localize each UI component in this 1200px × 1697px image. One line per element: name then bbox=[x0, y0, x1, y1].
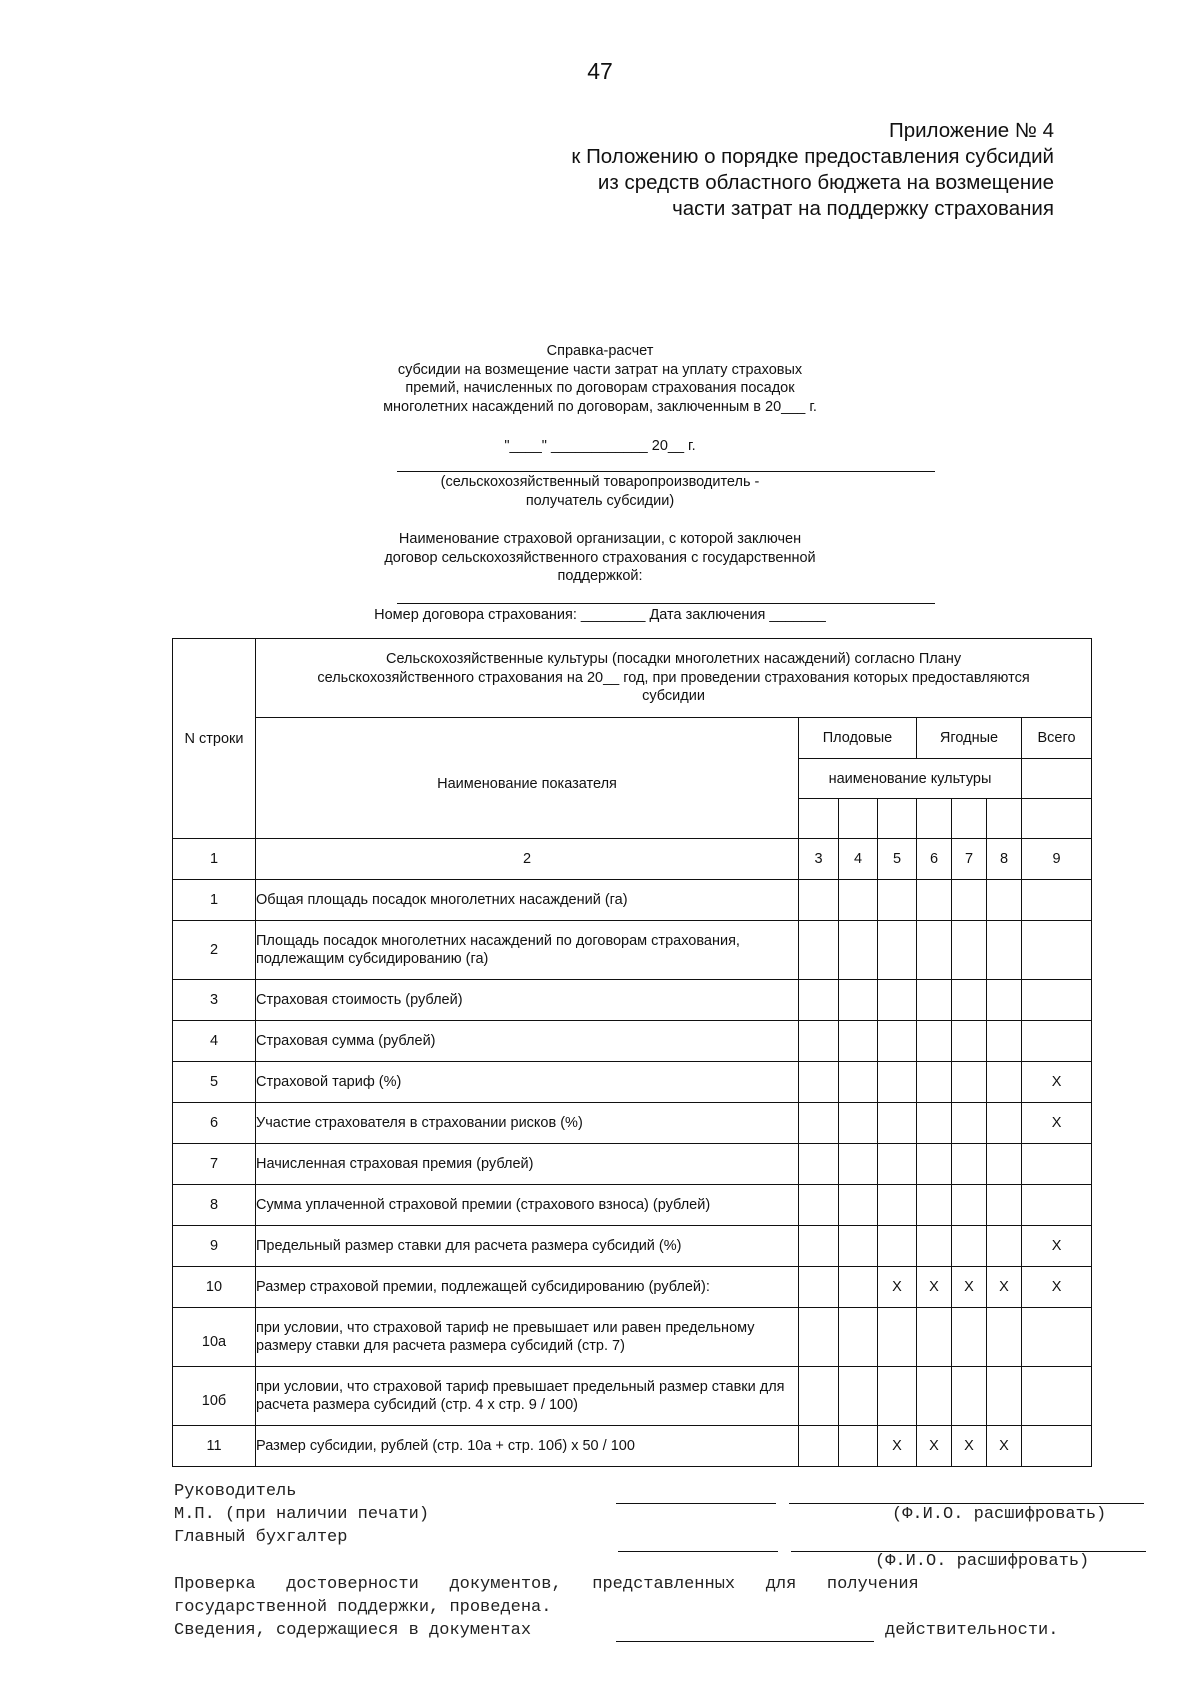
value-cell bbox=[839, 1021, 878, 1062]
value-cell bbox=[799, 1062, 839, 1103]
indicator-name: Общая площадь посадок многолетних насаждений (га) bbox=[256, 880, 799, 921]
indicator-name: Страховой тариф (%) bbox=[256, 1062, 799, 1103]
value-cell bbox=[952, 1062, 987, 1103]
table-row bbox=[173, 1021, 1092, 1062]
value-cell bbox=[987, 980, 1022, 1021]
date-line: "____" ____________ 20__ г. bbox=[504, 438, 696, 454]
column-number: 5 bbox=[878, 839, 917, 880]
appendix-title: Приложение № 4 bbox=[888, 119, 1054, 142]
value-cell bbox=[952, 980, 987, 1021]
value-cell: X bbox=[952, 1267, 987, 1308]
value-cell bbox=[987, 1062, 1022, 1103]
appendix-line-3: из средств областного бюджета на возмещение bbox=[597, 171, 1054, 194]
header-crops-line-1: Сельскохозяйственные культуры (посадки многолетних насаждений) согласно Плану bbox=[385, 651, 962, 668]
verification-line-1: Проверка достоверности документов, представленных для получения bbox=[174, 1575, 919, 1594]
value-cell bbox=[917, 1144, 952, 1185]
insurer-line-3: поддержкой: bbox=[557, 568, 643, 584]
column-number: 3 bbox=[799, 839, 839, 880]
indicator-name: Размер субсидии, рублей (стр. 10а + стр. 10б) х 50 / 100 bbox=[256, 1426, 799, 1467]
value-cell bbox=[799, 921, 839, 980]
indicator-name: Страховая стоимость (рублей) bbox=[256, 980, 799, 1021]
value-cell bbox=[952, 1144, 987, 1185]
value-cell bbox=[839, 1308, 878, 1367]
value-cell bbox=[839, 1144, 878, 1185]
insurer-line-2: договор сельскохозяйственного страхования с государственной bbox=[384, 549, 816, 566]
indicator-name: при условии, что страховой тариф не превышает или равен предельному размеру ставки для расчета размера субсидий (стр. 7) bbox=[256, 1308, 799, 1367]
row-number: 10а bbox=[173, 1308, 256, 1367]
value-cell bbox=[878, 1103, 917, 1144]
value-cell bbox=[839, 1267, 878, 1308]
value-cell bbox=[917, 921, 952, 980]
value-cell bbox=[952, 1226, 987, 1267]
indicator-name: при условии, что страховой тариф превышает предельный размер ставки для расчета размера субсидий (стр. 4 х стр. 9 / 100) bbox=[256, 1367, 799, 1426]
value-cell bbox=[917, 1367, 952, 1426]
head-label: Руководитель bbox=[174, 1482, 297, 1501]
producer-rule bbox=[397, 471, 935, 472]
column-number: 1 bbox=[173, 839, 256, 880]
value-cell bbox=[839, 1226, 878, 1267]
crop-cell bbox=[1022, 799, 1092, 839]
table-row bbox=[173, 880, 1092, 921]
value-cell bbox=[987, 1367, 1022, 1426]
value-cell: X bbox=[1022, 1226, 1092, 1267]
indicator-name: Предельный размер ставки для расчета размера субсидий (%) bbox=[256, 1226, 799, 1267]
page-number: 47 bbox=[587, 58, 613, 84]
value-cell bbox=[987, 1144, 1022, 1185]
value-cell: X bbox=[1022, 1062, 1092, 1103]
value-cell bbox=[839, 921, 878, 980]
value-cell bbox=[839, 1426, 878, 1467]
crop-cell bbox=[987, 799, 1022, 839]
indicator-name: Площадь посадок многолетних насаждений по договорам страхования, подлежащим субсидированию (га) bbox=[256, 921, 799, 980]
value-cell bbox=[878, 980, 917, 1021]
value-cell bbox=[799, 1367, 839, 1426]
value-cell bbox=[839, 1062, 878, 1103]
indicator-name: Страховая сумма (рублей) bbox=[256, 1021, 799, 1062]
value-cell bbox=[878, 1226, 917, 1267]
table-row bbox=[173, 1144, 1092, 1185]
column-number-row bbox=[173, 839, 1092, 880]
producer-caption-line-1: (сельскохозяйственный товаропроизводитель - bbox=[440, 474, 760, 490]
value-cell: X bbox=[987, 1267, 1022, 1308]
row-number: 2 bbox=[173, 921, 256, 980]
table-row bbox=[173, 1226, 1092, 1267]
accountant-signature-line bbox=[618, 1551, 778, 1552]
value-cell bbox=[839, 1367, 878, 1426]
value-cell bbox=[917, 880, 952, 921]
column-number: 9 bbox=[1022, 839, 1092, 880]
value-cell bbox=[799, 1308, 839, 1367]
table-row bbox=[173, 921, 1092, 980]
value-cell bbox=[799, 1021, 839, 1062]
value-cell bbox=[839, 980, 878, 1021]
value-cell bbox=[799, 880, 839, 921]
row-number: 10б bbox=[173, 1367, 256, 1426]
value-cell bbox=[1022, 880, 1092, 921]
head-fio-caption: (Ф.И.О. расшифровать) bbox=[892, 1505, 1107, 1524]
value-cell bbox=[1022, 1185, 1092, 1226]
indicator-name: Размер страховой премии, подлежащей субсидированию (рублей): bbox=[256, 1267, 799, 1308]
insurer-line-1: Наименование страховой организации, с которой заключен bbox=[398, 531, 802, 547]
appendix-line-2: к Положению о порядке предоставления субсидий bbox=[571, 145, 1054, 168]
value-cell: X bbox=[878, 1426, 917, 1467]
value-cell bbox=[878, 1367, 917, 1426]
certificate-heading bbox=[0, 342, 1200, 416]
accountant-label: Главный бухгалтер bbox=[174, 1528, 348, 1547]
value-cell: X bbox=[917, 1267, 952, 1308]
crop-cell bbox=[839, 799, 878, 839]
row-number: 7 bbox=[173, 1144, 256, 1185]
value-cell bbox=[917, 1226, 952, 1267]
crop-cell bbox=[878, 799, 917, 839]
value-cell bbox=[799, 1185, 839, 1226]
column-number: 6 bbox=[917, 839, 952, 880]
value-cell bbox=[1022, 1308, 1092, 1367]
head-name-line bbox=[789, 1503, 1144, 1504]
value-cell bbox=[987, 880, 1022, 921]
value-cell bbox=[917, 1185, 952, 1226]
table-row bbox=[173, 980, 1092, 1021]
column-number: 2 bbox=[256, 839, 799, 880]
value-cell bbox=[987, 1021, 1022, 1062]
table-row bbox=[173, 1426, 1092, 1467]
value-cell bbox=[987, 1185, 1022, 1226]
value-cell bbox=[917, 980, 952, 1021]
indicator-name: Участие страхователя в страховании рисков (%) bbox=[256, 1103, 799, 1144]
info-blank-line bbox=[616, 1641, 874, 1642]
value-cell bbox=[917, 1103, 952, 1144]
value-cell: X bbox=[917, 1426, 952, 1467]
value-cell bbox=[917, 1308, 952, 1367]
table-row bbox=[173, 1103, 1092, 1144]
header-crop-name: наименование культуры bbox=[799, 759, 1022, 799]
value-cell bbox=[1022, 1021, 1092, 1062]
value-cell bbox=[952, 1308, 987, 1367]
row-number: 1 bbox=[173, 880, 256, 921]
value-cell: X bbox=[878, 1267, 917, 1308]
table-row bbox=[173, 1367, 1092, 1426]
row-number: 6 bbox=[173, 1103, 256, 1144]
value-cell bbox=[839, 880, 878, 921]
header-total: Всего bbox=[1022, 718, 1092, 759]
column-number: 7 bbox=[952, 839, 987, 880]
table-row bbox=[173, 1185, 1092, 1226]
value-cell bbox=[799, 980, 839, 1021]
row-number: 8 bbox=[173, 1185, 256, 1226]
indicator-name: Сумма уплаченной страховой премии (страхового взноса) (рублей) bbox=[256, 1185, 799, 1226]
row-number: 3 bbox=[173, 980, 256, 1021]
value-cell bbox=[952, 1103, 987, 1144]
producer-caption bbox=[0, 473, 1200, 510]
value-cell bbox=[952, 1185, 987, 1226]
value-cell bbox=[839, 1103, 878, 1144]
value-cell bbox=[878, 1185, 917, 1226]
insurer-label bbox=[0, 530, 1200, 586]
value-cell: X bbox=[987, 1426, 1022, 1467]
value-cell bbox=[952, 1021, 987, 1062]
value-cell bbox=[1022, 1367, 1092, 1426]
value-cell bbox=[917, 1021, 952, 1062]
header-crops-line-3: субсидии bbox=[642, 688, 705, 705]
value-cell bbox=[987, 921, 1022, 980]
value-cell bbox=[839, 1185, 878, 1226]
row-number: 4 bbox=[173, 1021, 256, 1062]
certificate-line-3: многолетних насаждений по договорам, заключенным в 20___ г. bbox=[383, 398, 817, 415]
verification-line-2: государственной поддержки, проведена. bbox=[174, 1598, 552, 1617]
appendix-line-4: части затрат на поддержку страхования bbox=[672, 197, 1054, 220]
contract-line: Номер договора страхования: ________ Дата заключения _______ bbox=[374, 607, 826, 623]
value-cell bbox=[1022, 921, 1092, 980]
value-cell bbox=[878, 1144, 917, 1185]
value-cell bbox=[952, 921, 987, 980]
indicator-name: Начисленная страховая премия (рублей) bbox=[256, 1144, 799, 1185]
certificate-line-2: премий, начисленных по договорам страхования посадок bbox=[405, 380, 795, 396]
stamp-label: М.П. (при наличии печати) bbox=[174, 1505, 430, 1524]
subsidy-table bbox=[172, 638, 1092, 1467]
certificate-title: Справка-расчет bbox=[546, 343, 654, 359]
value-cell bbox=[987, 1226, 1022, 1267]
value-cell bbox=[878, 921, 917, 980]
accountant-fio-caption: (Ф.И.О. расшифровать) bbox=[875, 1552, 1090, 1571]
value-cell bbox=[799, 1267, 839, 1308]
certificate-line-1: субсидии на возмещение части затрат на уплату страховых bbox=[397, 361, 803, 378]
value-cell bbox=[1022, 1426, 1092, 1467]
value-cell: X bbox=[952, 1426, 987, 1467]
value-cell bbox=[799, 1226, 839, 1267]
crop-cell bbox=[917, 799, 952, 839]
crop-cell bbox=[799, 799, 839, 839]
value-cell bbox=[987, 1103, 1022, 1144]
row-number: 5 bbox=[173, 1062, 256, 1103]
value-cell bbox=[799, 1103, 839, 1144]
value-cell bbox=[799, 1426, 839, 1467]
header-crops-line-2: сельскохозяйственного страхования на 20__ год, при проведении страхования которых предоставляются bbox=[317, 669, 1030, 686]
row-number: 10 bbox=[173, 1267, 256, 1308]
table-row bbox=[173, 1062, 1092, 1103]
value-cell bbox=[917, 1062, 952, 1103]
head-signature-line bbox=[616, 1503, 776, 1504]
row-number: 9 bbox=[173, 1226, 256, 1267]
appendix-header bbox=[354, 118, 1054, 222]
value-cell: X bbox=[1022, 1103, 1092, 1144]
insurer-rule bbox=[397, 603, 935, 604]
header-empty-cell bbox=[1022, 759, 1092, 799]
value-cell: X bbox=[1022, 1267, 1092, 1308]
header-berry: Ягодные bbox=[917, 718, 1022, 759]
info-end-label: действительности. bbox=[885, 1621, 1059, 1640]
value-cell bbox=[878, 880, 917, 921]
info-label: Сведения, содержащиеся в документах bbox=[174, 1621, 532, 1640]
value-cell bbox=[799, 1144, 839, 1185]
value-cell bbox=[952, 1367, 987, 1426]
producer-caption-line-2: получатель субсидии) bbox=[525, 492, 675, 509]
value-cell bbox=[1022, 1144, 1092, 1185]
header-crops bbox=[256, 639, 1092, 718]
table-row bbox=[173, 1267, 1092, 1308]
header-fruit: Плодовые bbox=[799, 718, 917, 759]
value-cell bbox=[952, 880, 987, 921]
crop-cell bbox=[952, 799, 987, 839]
value-cell bbox=[878, 1021, 917, 1062]
row-number: 11 bbox=[173, 1426, 256, 1467]
column-number: 8 bbox=[987, 839, 1022, 880]
value-cell bbox=[878, 1062, 917, 1103]
value-cell bbox=[878, 1308, 917, 1367]
value-cell bbox=[1022, 980, 1092, 1021]
header-row-number: N строки bbox=[173, 639, 256, 839]
header-indicator: Наименование показателя bbox=[256, 718, 799, 839]
value-cell bbox=[987, 1308, 1022, 1367]
column-number: 4 bbox=[839, 839, 878, 880]
table-row bbox=[173, 1308, 1092, 1367]
